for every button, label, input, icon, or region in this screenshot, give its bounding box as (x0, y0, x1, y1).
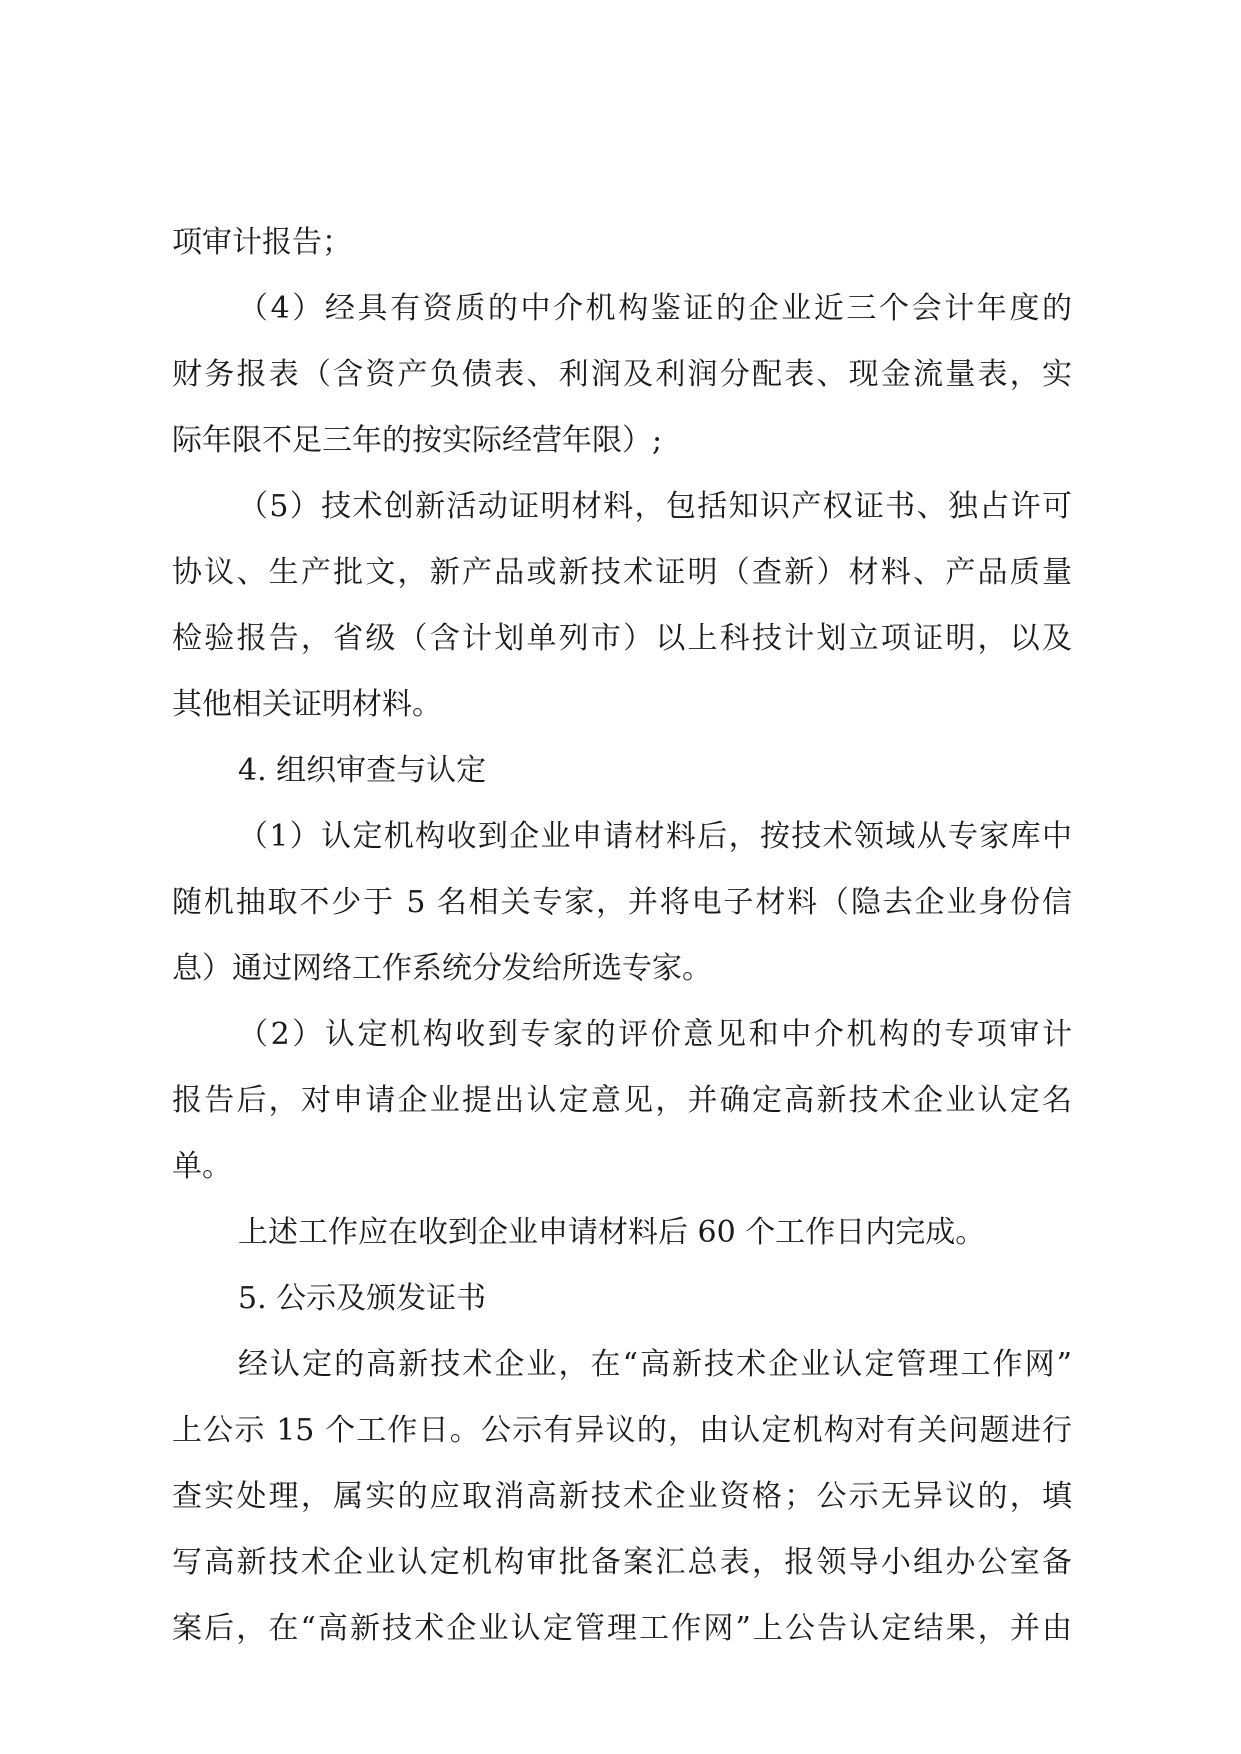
text-line: 查实处理，属实的应取消高新技术企业资格；公示无异议的，填 (172, 1479, 1072, 1514)
text-line: 项审计报告； (172, 225, 352, 260)
text-line: （1）认定机构收到企业申请材料后，按技术领域从专家库中 (238, 819, 1072, 854)
text-line: 上述工作应在收到企业申请材料后 60 个工作日内完成。 (238, 1215, 986, 1250)
text-line: 协议、生产批文，新产品或新技术证明（查新）材料、产品质量 (172, 555, 1072, 590)
text-line: 财务报表（含资产负债表、利润及利润分配表、现金流量表，实 (172, 357, 1072, 392)
document-body (172, 210, 1072, 1662)
text-line: 报告后，对申请企业提出认定意见，并确定高新技术企业认定名 (172, 1083, 1072, 1118)
text-line: （5）技术创新活动证明材料，包括知识产权证书、独占许可 (238, 489, 1072, 524)
text-line: 上公示 15 个工作日。公示有异议的，由认定机构对有关问题进行 (172, 1413, 1072, 1448)
text-line: （4）经具有资质的中介机构鉴证的企业近三个会计年度的 (238, 291, 1072, 326)
text-line: 单。 (172, 1149, 232, 1184)
text-line: 其他相关证明材料。 (172, 687, 442, 722)
text-line: 经认定的高新技术企业，在“高新技术企业认定管理工作网” (238, 1347, 1072, 1382)
text-line: 5. 公示及颁发证书 (238, 1281, 487, 1316)
text-line: 写高新技术企业认定机构审批备案汇总表，报领导小组办公室备 (172, 1545, 1072, 1580)
text-line: 息）通过网络工作系统分发给所选专家。 (172, 951, 712, 986)
text-line: （2）认定机构收到专家的评价意见和中介机构的专项审计 (238, 1017, 1072, 1052)
text-line: 随机抽取不少于 5 名相关专家，并将电子材料（隐去企业身份信 (172, 885, 1072, 920)
text-line: 4. 组织审查与认定 (238, 753, 487, 788)
text-line: 检验报告，省级（含计划单列市）以上科技计划立项证明，以及 (172, 621, 1072, 656)
text-line: 际年限不足三年的按实际经营年限）; (172, 423, 663, 458)
text-line: 案后，在“高新技术企业认定管理工作网”上公告认定结果，并由 (172, 1611, 1072, 1646)
